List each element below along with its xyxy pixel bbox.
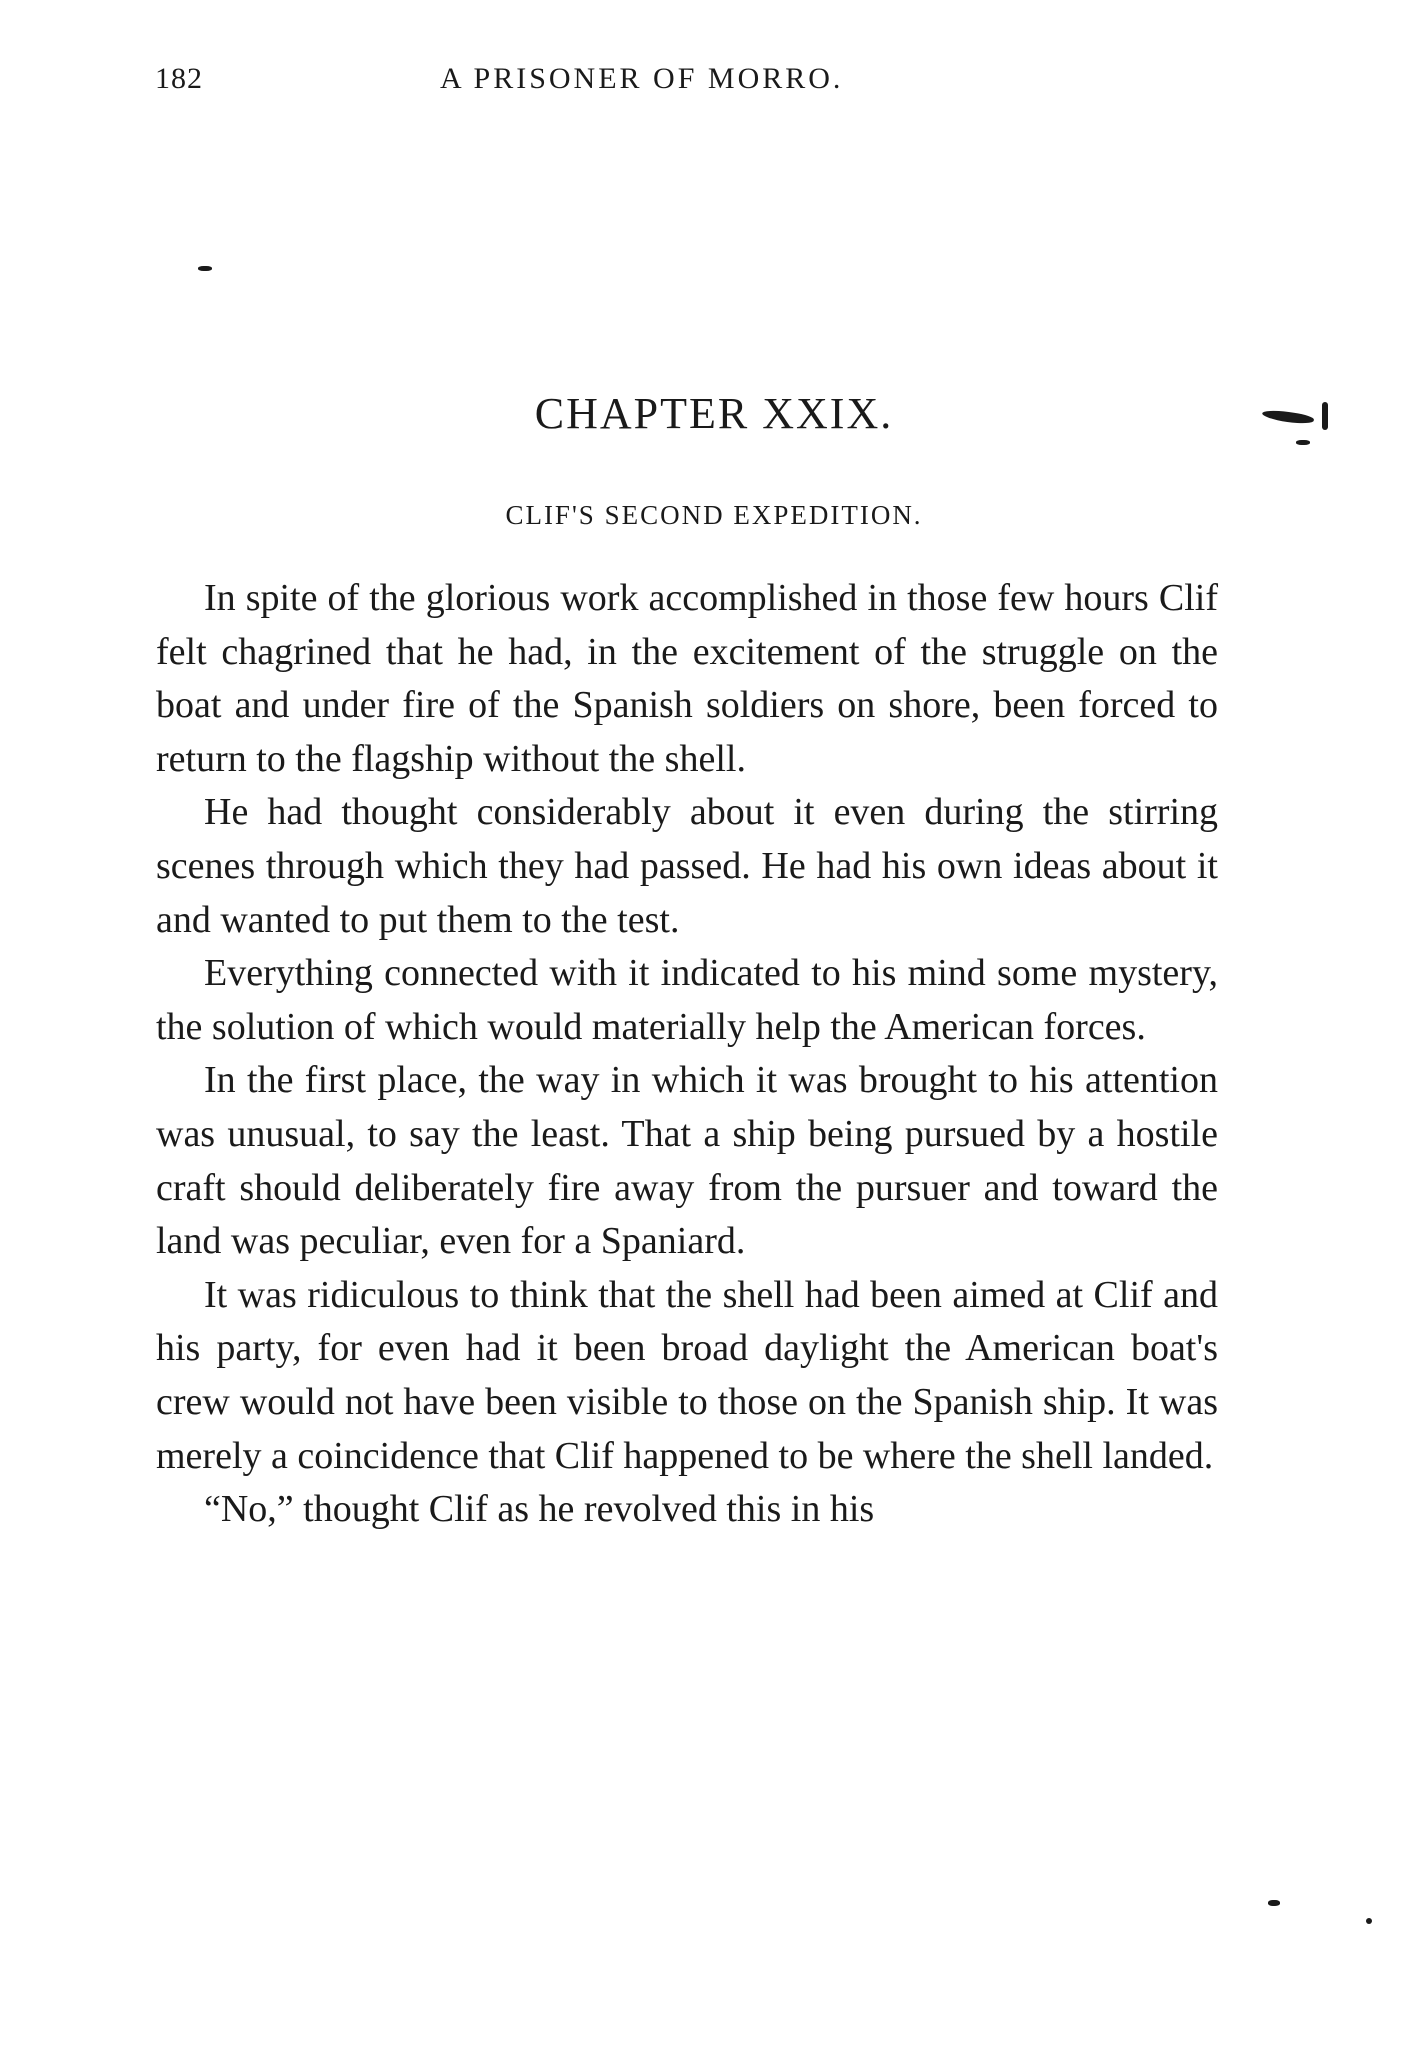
paragraph-5: It was ridiculous to think that the shell had been aimed at Clif and his party, for even had it been broad daylight the American boat's crew would not have been visible to those on the Spanish ship. It was merely a coincidence that Clif happened to be where the shell landed.: [156, 1273, 1218, 1477]
page-number: 182: [155, 62, 203, 95]
chapter-subtitle: CLIF'S SECOND EXPEDITION.: [505, 500, 923, 530]
paragraph-6: “No,” thought Clif as he revolved this in his: [204, 1488, 875, 1531]
ink-speck: [198, 266, 212, 271]
ink-smudge: [1296, 440, 1310, 445]
paragraph-3: Everything connected with it indicated to his mind some mystery, the solution of which would materially help the American forces.: [156, 952, 1218, 1048]
paragraph-1: In spite of the glorious work accomplished in those few hours Clif felt chagrined that he had, in the excitement of the struggle on the boat and under fire of the Spanish soldiers on shore, been forced to return to the flagship without the shell.: [156, 577, 1218, 780]
ink-smudge: [1322, 402, 1328, 430]
running-title: A PRISONER OF MORRO.: [440, 62, 844, 95]
chapter-body: [156, 572, 1218, 1537]
running-head: [0, 62, 1428, 102]
chapter-title: CHAPTER XXIX.: [534, 389, 894, 438]
paragraph-4: In the first place, the way in which it was brought to his attention was unusual, to say the least. That a ship being pursued by a hostile craft should deliberately fire away from the pursuer and toward the land was peculiar, even for a Spaniard.: [156, 1059, 1218, 1263]
paragraph-2: He had thought considerably about it even during the stirring scenes through which they had passed. He had his own ideas about it and wanted to put them to the test.: [156, 791, 1218, 941]
ink-speck: [1366, 1918, 1372, 1924]
ink-speck: [1268, 1900, 1280, 1906]
